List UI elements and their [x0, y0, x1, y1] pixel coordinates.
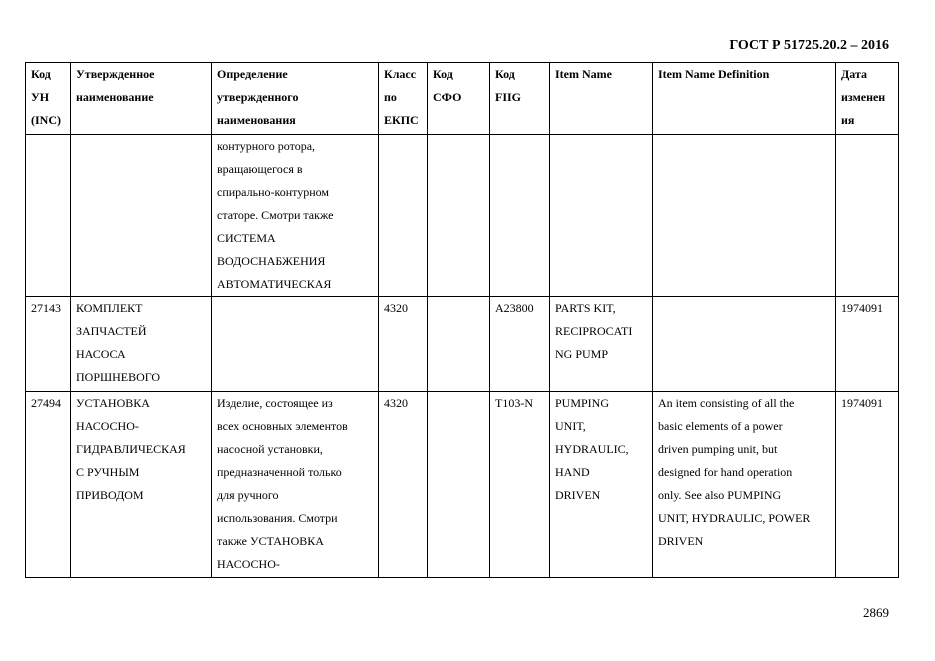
- page-number: 2869: [863, 605, 889, 620]
- cell-definition: Изделие, состоящее из всех основных элементов насосной установки, предназначенной только для ручного использования. Смотри также УСТАНОВКА НАСОСНО-: [212, 392, 379, 578]
- cell-inc: 27494: [26, 392, 71, 578]
- classification-table: [25, 62, 899, 578]
- document-header: ГОСТ Р 51725.20.2 – 2016: [729, 38, 889, 53]
- cell-date: [836, 135, 899, 297]
- cell-fiig: T103-N: [490, 392, 550, 578]
- cell-name: КОМПЛЕКТ ЗАПЧАСТЕЙ НАСОСА ПОРШНЕВОГО: [71, 297, 212, 392]
- cell-fiig: A23800: [490, 297, 550, 392]
- col-fiig-header: Код FIIG: [490, 63, 550, 135]
- cell-item-def: [653, 297, 836, 392]
- table-row: [26, 297, 899, 392]
- cell-item-name: PUMPING UNIT, HYDRAULIC, HAND DRIVEN: [550, 392, 653, 578]
- cell-item-name: [550, 135, 653, 297]
- col-sfo-header: Код СФО: [428, 63, 490, 135]
- col-item-name-header: Item Name: [550, 63, 653, 135]
- cell-name: [71, 135, 212, 297]
- cell-definition: [212, 297, 379, 392]
- cell-sfo: [428, 297, 490, 392]
- cell-item-def: [653, 135, 836, 297]
- col-inc-header: Код УН (INC): [26, 63, 71, 135]
- table-row: [26, 135, 899, 297]
- cell-definition: контурного ротора, вращающегося в спирально-контурном статоре. Смотри также СИСТЕМА ВОДОСНАБЖЕНИЯ АВТОМАТИЧЕСКАЯ: [212, 135, 379, 297]
- col-date-header: Дата изменен ия: [836, 63, 899, 135]
- cell-class: 4320: [379, 392, 428, 578]
- cell-class: 4320: [379, 297, 428, 392]
- cell-fiig: [490, 135, 550, 297]
- cell-sfo: [428, 392, 490, 578]
- cell-item-name: PARTS KIT, RECIPROCATI NG PUMP: [550, 297, 653, 392]
- cell-name: УСТАНОВКА НАСОСНО- ГИДРАВЛИЧЕСКАЯ С РУЧНЫМ ПРИВОДОМ: [71, 392, 212, 578]
- col-item-def-header: Item Name Definition: [653, 63, 836, 135]
- col-class-header: Класс по ЕКПС: [379, 63, 428, 135]
- cell-date: 1974091: [836, 297, 899, 392]
- table-header-row: [26, 63, 899, 135]
- cell-date: 1974091: [836, 392, 899, 578]
- cell-item-def: An item consisting of all the basic elements of a power driven pumping unit, but designed for hand operation only. See also PUMPING UNIT, HYDRAULIC, POWER DRIVEN: [653, 392, 836, 578]
- col-name-header: Утвержденное наименование: [71, 63, 212, 135]
- cell-inc: [26, 135, 71, 297]
- cell-inc: 27143: [26, 297, 71, 392]
- cell-class: [379, 135, 428, 297]
- table-row: [26, 392, 899, 578]
- col-definition-header: Определение утвержденного наименования: [212, 63, 379, 135]
- cell-sfo: [428, 135, 490, 297]
